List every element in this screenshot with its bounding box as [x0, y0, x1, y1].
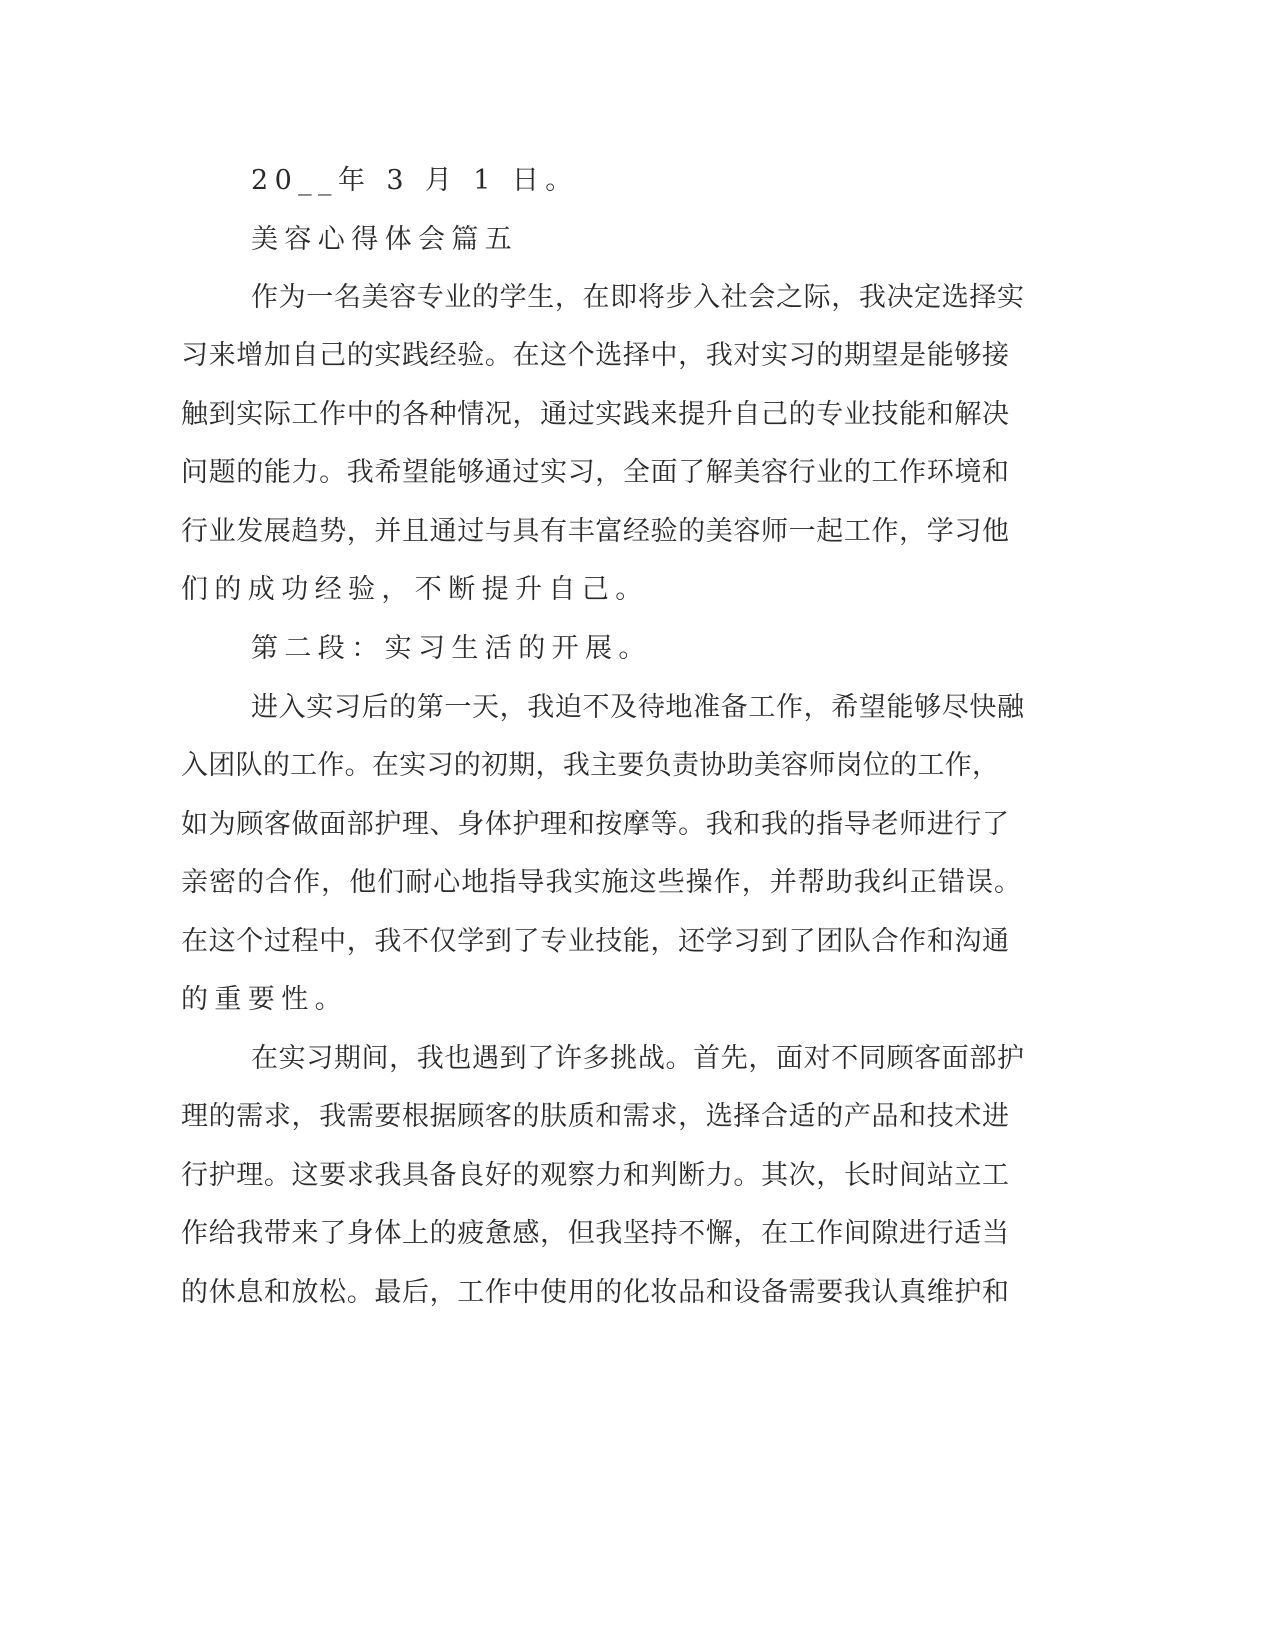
paragraph-line: 作给我带来了身体上的疲惫感，但我坚持不懈，在工作间隙进行适当	[181, 1218, 1009, 1249]
paragraph-line: 亲密的合作，他们耐心地指导我实施这些操作，并帮助我纠正错误。	[181, 867, 1021, 898]
paragraph-line: 触到实际工作中的各种情况，通过实践来提升自己的专业技能和解决	[181, 399, 1009, 430]
paragraph-line: 理的需求，我需要根据顾客的肤质和需求，选择合适的产品和技术进	[181, 1101, 1009, 1132]
paragraph-line: 的重要性。	[181, 984, 348, 1015]
paragraph-line: 习来增加自己的实践经验。在这个选择中，我对实习的期望是能够接	[181, 340, 1009, 371]
paragraph-line: 行业发展趋势，并且通过与具有丰富经验的美容师一起工作，学习他	[181, 516, 1009, 547]
date-line: 20__年 3 月 1 日。	[251, 165, 579, 196]
paragraph-line: 在实习期间，我也遇到了许多挑战。首先，面对不同顾客面部护	[251, 1043, 1024, 1074]
paragraph-line: 入团队的工作。在实习的初期，我主要负责协助美容师岗位的工作，	[181, 750, 999, 781]
paragraph-line: 问题的能力。我希望能够通过实习，全面了解美容行业的工作环境和	[181, 457, 1009, 488]
paragraph-line: 们的成功经验，不断提升自己。	[181, 574, 649, 605]
paragraph-line: 第二段：实习生活的开展。	[251, 633, 652, 664]
paragraph-line: 作为一名美容专业的学生，在即将步入社会之际，我决定选择实	[251, 282, 1024, 313]
paragraph-line: 进入实习后的第一天，我迫不及待地准备工作，希望能够尽快融	[251, 692, 1024, 723]
paragraph-line: 如为顾客做面部护理、身体护理和按摩等。我和我的指导老师进行了	[181, 809, 1009, 840]
paragraph-line: 的休息和放松。最后，工作中使用的化妆品和设备需要我认真维护和	[181, 1277, 1009, 1308]
section-heading: 美容心得体会篇五	[251, 224, 519, 255]
paragraph-line: 行护理。这要求我具备良好的观察力和判断力。其次，长时间站立工	[181, 1160, 1009, 1191]
paragraph-line: 在这个过程中，我不仅学到了专业技能，还学习到了团队合作和沟通	[181, 926, 1009, 957]
